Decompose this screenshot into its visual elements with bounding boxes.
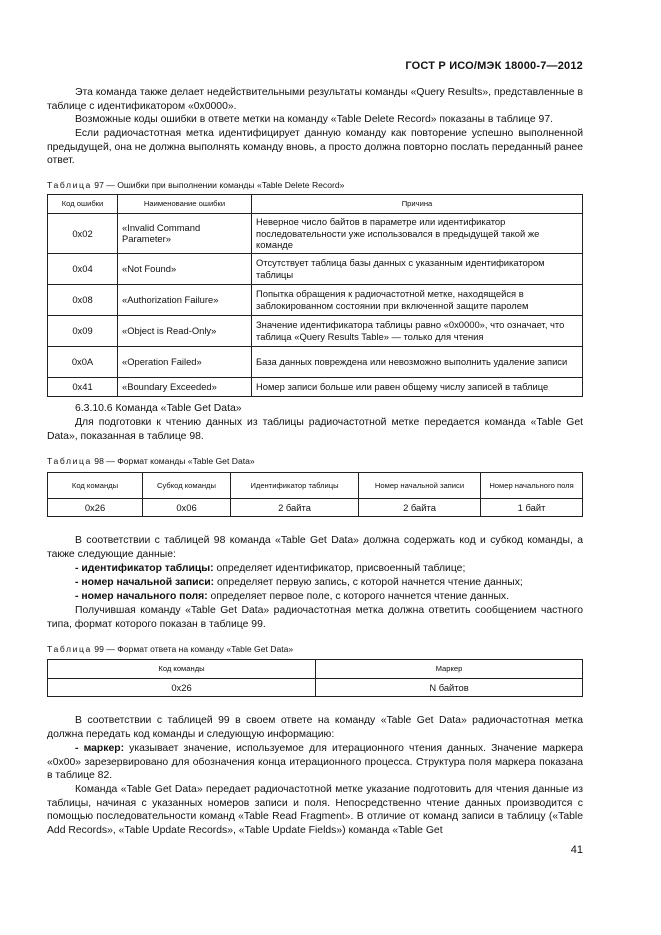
page-number: 41 <box>570 844 583 856</box>
table98-caption: Таблица 98 — Формат команды «Table Get Data» <box>47 456 255 466</box>
table-row <box>48 284 583 315</box>
table-row <box>48 499 583 517</box>
error-name: «Boundary Exceeded» <box>118 377 252 396</box>
error-name: «Object is Read-Only» <box>118 315 252 346</box>
error-name: «Operation Failed» <box>118 346 252 377</box>
column-header: Код команды <box>48 660 316 679</box>
table99 <box>47 659 583 697</box>
table-row <box>48 679 583 697</box>
table99-header-row <box>48 660 583 679</box>
error-name: «Invalid Command Parameter» <box>118 214 252 254</box>
error-code: 0x0A <box>48 346 118 377</box>
table-cell: 0x26 <box>48 679 316 697</box>
column-header: Маркер <box>316 660 583 679</box>
table-cell: 1 байт <box>481 499 583 517</box>
column-header: Код команды <box>48 473 143 499</box>
table99-caption: Таблица 99 — Формат ответа на команду «Table Get Data» <box>47 644 294 654</box>
document-header: ГОСТ Р ИСО/МЭК 18000-7—2012 <box>405 60 583 72</box>
error-code: 0x02 <box>48 214 118 254</box>
error-name: «Authorization Failure» <box>118 284 252 315</box>
table-cell: 2 байта <box>231 499 359 517</box>
table-row <box>48 346 583 377</box>
table97-caption: Таблица 97 — Ошибки при выполнении команды «Table Delete Record» <box>47 180 345 190</box>
table98 <box>47 472 583 517</box>
intro-paragraph-1: Эта команда также делает недействительными результаты команды «Query Results», представленные в таблице с идентификатором «0x0000». <box>47 87 583 112</box>
intro-paragraph-2: Возможные коды ошибки в ответе метки на команду «Table Delete Record» показаны в таблице 97. <box>75 114 553 125</box>
error-code: 0x04 <box>48 253 118 284</box>
list-item: - идентификатор таблицы: определяет идентификатор, присвоенный таблице; <box>75 563 466 574</box>
table-cell: 0x06 <box>143 499 231 517</box>
column-header: Номер начальной записи <box>359 473 481 499</box>
column-header: Идентификатор таблицы <box>231 473 359 499</box>
table-cell: 2 байта <box>359 499 481 517</box>
table98-header-row <box>48 473 583 499</box>
error-code: 0x09 <box>48 315 118 346</box>
table97 <box>47 194 583 397</box>
table-row <box>48 377 583 396</box>
table-cell: 0x26 <box>48 499 143 517</box>
column-header: Субкод команды <box>143 473 231 499</box>
intro-paragraph-3: Если радиочастотная метка идентифицирует данную команду как повторение успешно выполненной предыдущей, она не должна выполнять команду вновь, а просто должна повторно послать переданный ранее ответ. <box>47 128 583 167</box>
error-name: «Not Found» <box>118 253 252 284</box>
response-paragraph: Получившая команду «Table Get Data» радиочастотная метка должна ответить сообщением частного типа, формат которого показан в таблице 99. <box>47 605 583 630</box>
list-item: - номер начального поля: определяет первое поле, с которого начнется чтение данных. <box>75 591 510 602</box>
column-header: Номер начального поля <box>481 473 583 499</box>
table-row <box>48 214 583 254</box>
table-row <box>48 315 583 346</box>
error-code: 0x08 <box>48 284 118 315</box>
error-reason: Значение идентификатора таблицы равно «0x0000», что означает, что таблица «Query Results Table» — только для чтения <box>252 315 583 346</box>
section-heading: 6.3.10.6 Команда «Table Get Data» <box>75 403 242 414</box>
column-header: Код ошибки <box>48 195 118 214</box>
list-item: - номер начальной записи: определяет первую запись, с которой начнется чтение данных; <box>75 577 523 588</box>
error-reason: Неверное число байтов в параметре или идентификатор последовательности уже использовался в предыдущей такой же команде <box>252 214 583 254</box>
error-reason: Отсутствует таблица базы данных с указанным идентификатором таблицы <box>252 253 583 284</box>
table99-explanation: В соответствии с таблицей 99 в своем ответе на команду «Table Get Data» радиочастотная метка должна передать код команды и следующую информацию: <box>47 715 583 740</box>
section-paragraph: Для подготовки к чтению данных из таблицы радиочастотной метке передается команда «Table Get Data», показанная в таблице 98. <box>47 417 583 442</box>
column-header: Наименование ошибки <box>118 195 252 214</box>
table98-explanation: В соответствии с таблицей 98 команда «Table Get Data» должна содержать код и субкод команды, а также следующие данные: <box>47 535 583 560</box>
error-code: 0x41 <box>48 377 118 396</box>
table-row <box>48 253 583 284</box>
error-reason: Номер записи больше или равен общему числу записей в таблице <box>252 377 583 396</box>
error-reason: База данных повреждена или невозможно выполнить удаление записи <box>252 346 583 377</box>
table-cell: N байтов <box>316 679 583 697</box>
list-item: - маркер: указывает значение, используемое для итерационного чтения данных. Значение маркера «0x00» зарезервировано для обозначения конца итерационного процесса. Структура поля маркера показана в таблице 82. <box>47 743 583 782</box>
final-paragraph: Команда «Table Get Data» передает радиочастотной метке указание подготовить для чтения данные из таблицы, начиная с указанных номеров записи и поля. Непосредственно чтение данных производится с помощью последовательности команд «Table Read Fragment». В отличие от команд записи в таблицу («Table Add Records», «Table Update Records», «Table Update Fields») команда «Table Get <box>47 784 583 836</box>
table97-header-row <box>48 195 583 214</box>
error-reason: Попытка обращения к радиочастотной метке, находящейся в заблокированном состоянии при включенной защите паролем <box>252 284 583 315</box>
column-header: Причина <box>252 195 583 214</box>
